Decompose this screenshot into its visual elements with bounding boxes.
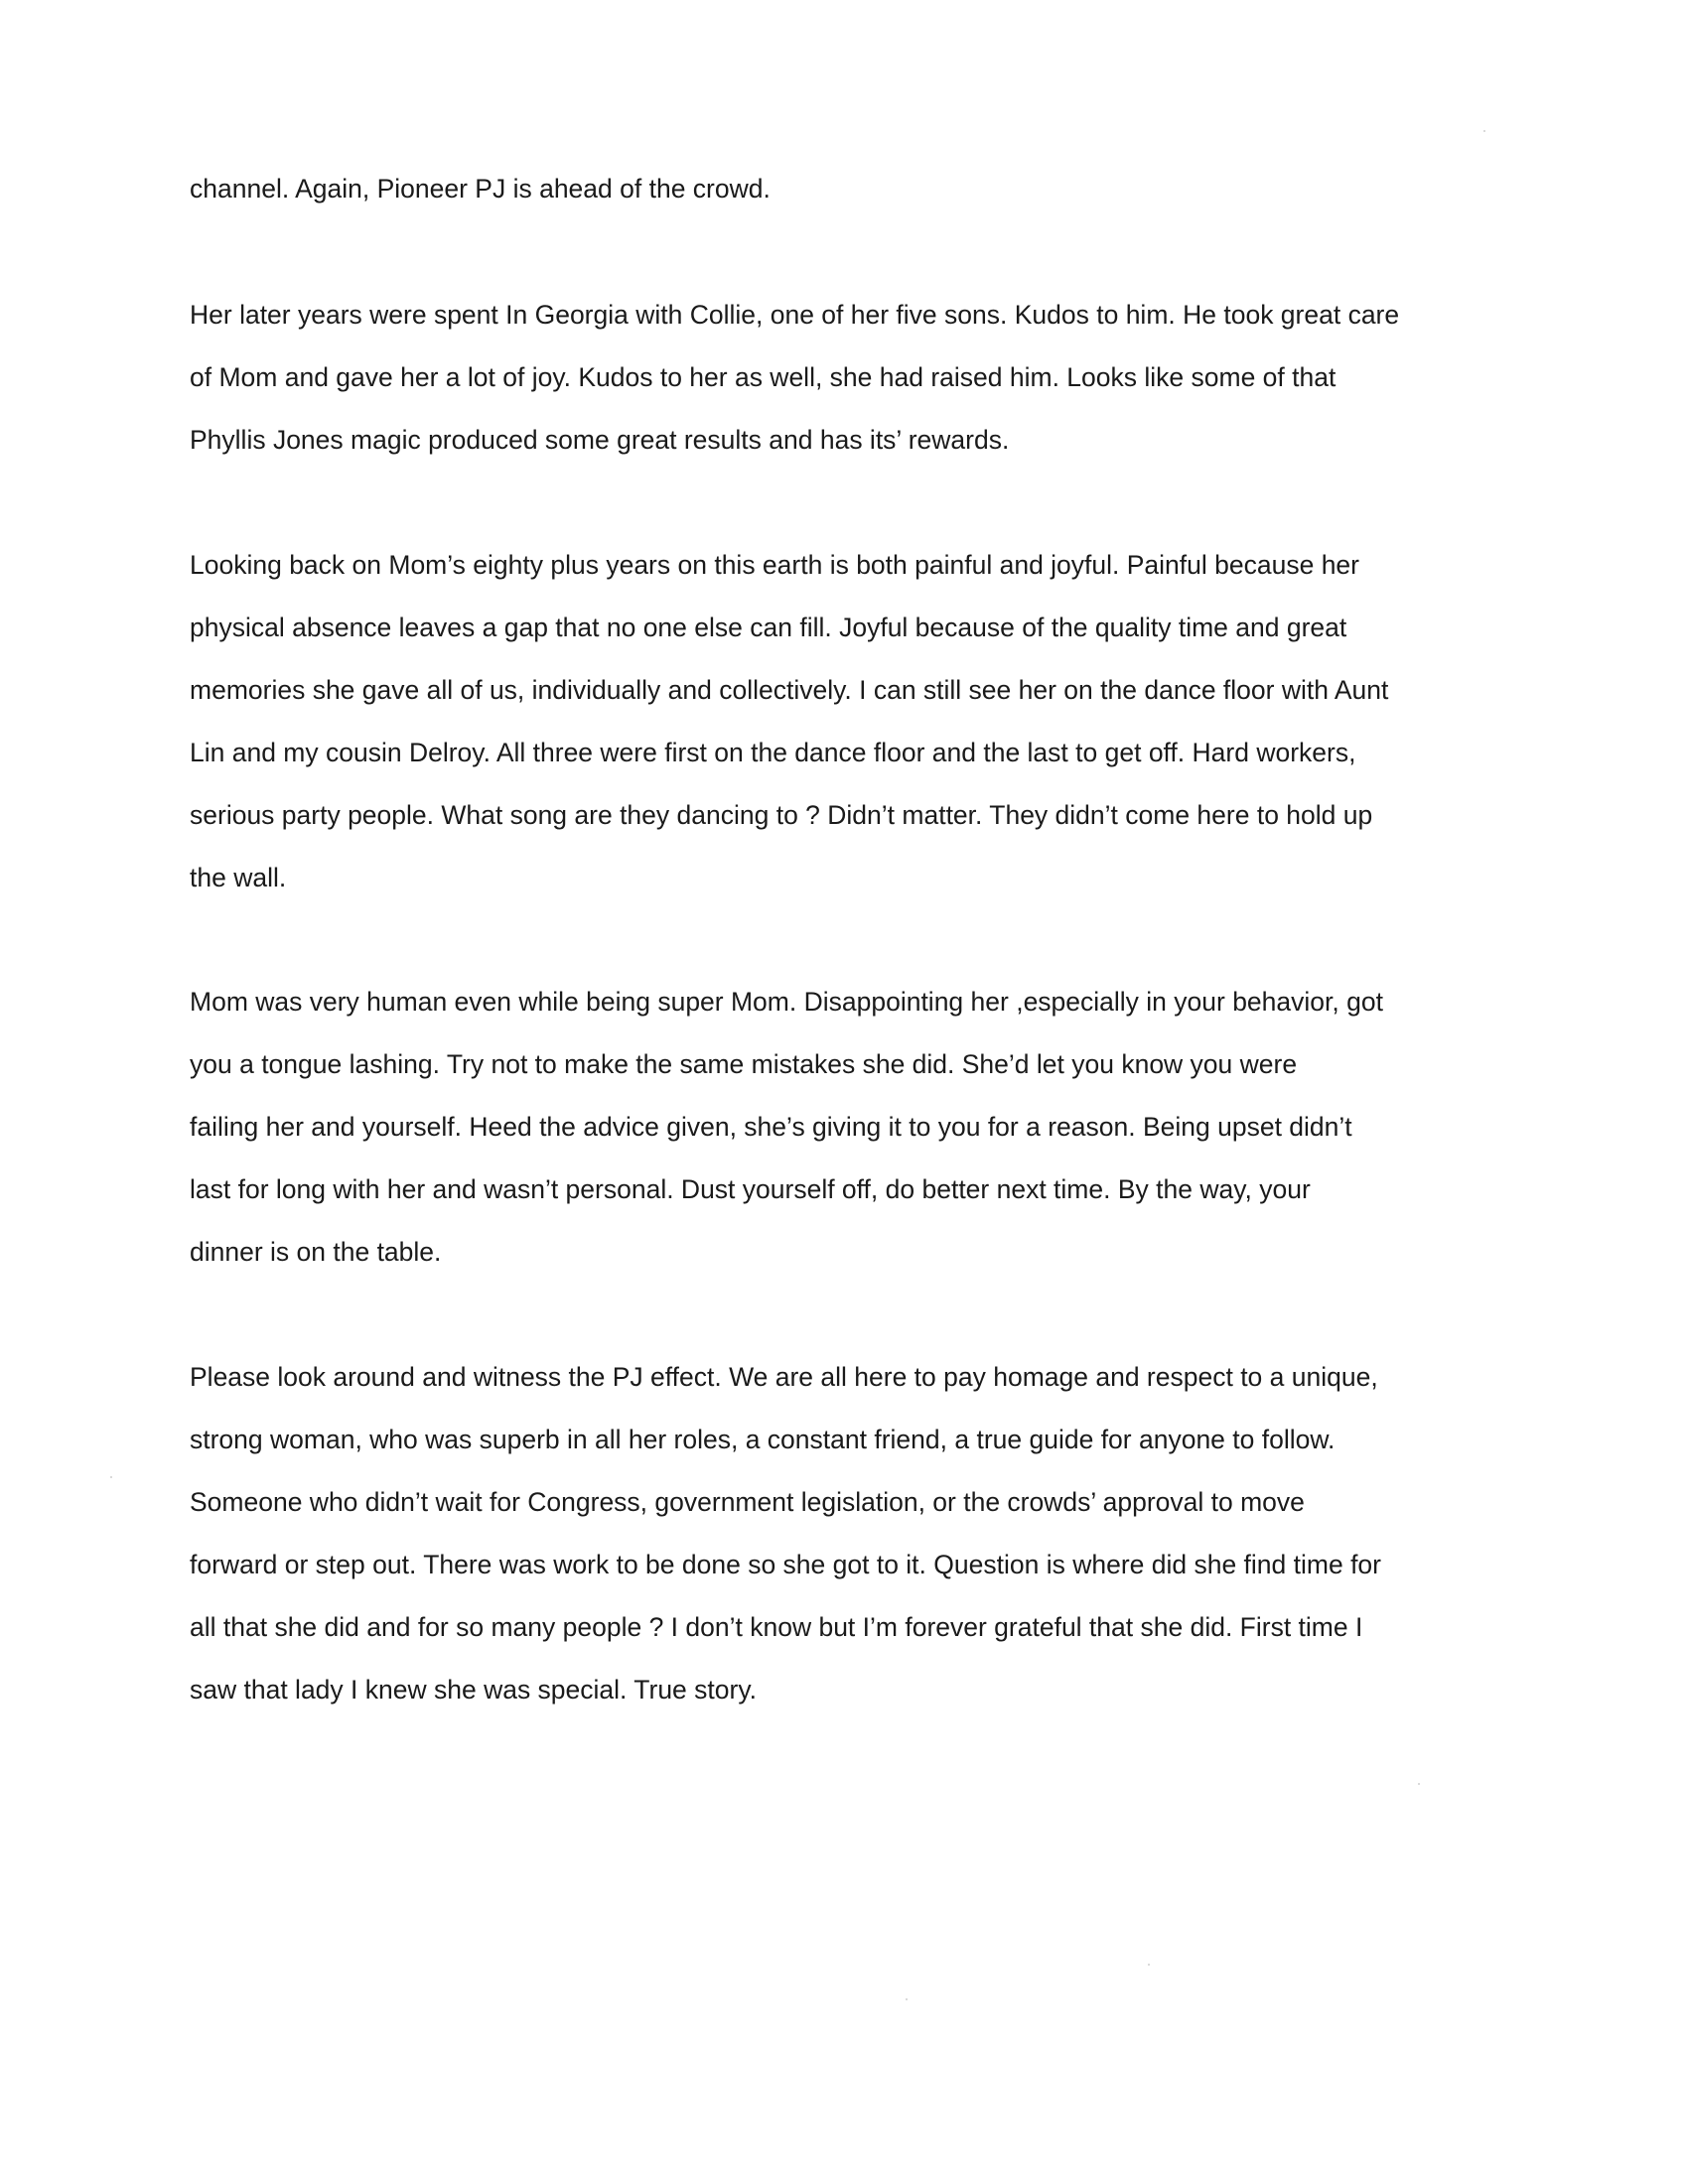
- text-line: you a tongue lashing. Try not to make the same mistakes she did. She’d let you know you were: [190, 1049, 1298, 1079]
- text-line: all that she did and for so many people ? I don’t know but I’m forever grateful that she did. First time I: [190, 1612, 1363, 1642]
- text-line: forward or step out. There was work to be done so she got to it. Question is where did she find time for: [190, 1550, 1381, 1579]
- scan-speck: [1148, 1964, 1150, 1966]
- text-line: serious party people. What song are they dancing to ? Didn’t matter. They didn’t come here to hold up: [190, 800, 1373, 830]
- text-line: physical absence leaves a gap that no one else can fill. Joyful because of the quality time and great: [190, 613, 1347, 642]
- paragraph-2: [190, 284, 1510, 472]
- text-line: failing her and yourself. Heed the advice given, she’s giving it to you for a reason. Being upset didn’t: [190, 1112, 1352, 1142]
- text-line: strong woman, who was superb in all her roles, a constant friend, a true guide for anyone to follow.: [190, 1425, 1336, 1454]
- text-line: Her later years were spent In Georgia with Collie, one of her five sons. Kudos to him. He took great care: [190, 300, 1400, 330]
- text-line: Someone who didn’t wait for Congress, government legislation, or the crowds’ approval to move: [190, 1487, 1305, 1517]
- text-line: of Mom and gave her a lot of joy. Kudos to her as well, she had raised him. Looks like some of that: [190, 362, 1336, 392]
- paragraph-5: [190, 1346, 1510, 1721]
- text-line: saw that lady I knew she was special. True story.: [190, 1675, 757, 1705]
- text-line: last for long with her and wasn’t personal. Dust yourself off, do better next time. By the way, your: [190, 1174, 1311, 1204]
- scan-speck: [1483, 130, 1485, 132]
- text-line: channel. Again, Pioneer PJ is ahead of the crowd.: [190, 174, 771, 204]
- text-line: the wall.: [190, 863, 287, 892]
- scan-speck: [110, 1476, 112, 1478]
- text-line: memories she gave all of us, individually and collectively. I can still see her on the dance floor with Aunt: [190, 675, 1389, 705]
- text-line: dinner is on the table.: [190, 1237, 442, 1267]
- paragraph-1: [190, 158, 1510, 220]
- text-line: Please look around and witness the PJ effect. We are all here to pay homage and respect to a unique,: [190, 1362, 1378, 1392]
- scan-speck: [906, 1998, 908, 2000]
- paragraph-3: [190, 534, 1510, 909]
- text-line: Mom was very human even while being super Mom. Disappointing her ,especially in your behavior, got: [190, 987, 1383, 1017]
- scan-speck: [1418, 1783, 1420, 1785]
- text-line: Phyllis Jones magic produced some great results and has its’ rewards.: [190, 425, 1010, 455]
- text-line: Looking back on Mom’s eighty plus years on this earth is both painful and joyful. Painful because her: [190, 550, 1359, 580]
- paragraph-4: [190, 971, 1510, 1284]
- text-line: Lin and my cousin Delroy. All three were first on the dance floor and the last to get off. Hard workers,: [190, 738, 1356, 767]
